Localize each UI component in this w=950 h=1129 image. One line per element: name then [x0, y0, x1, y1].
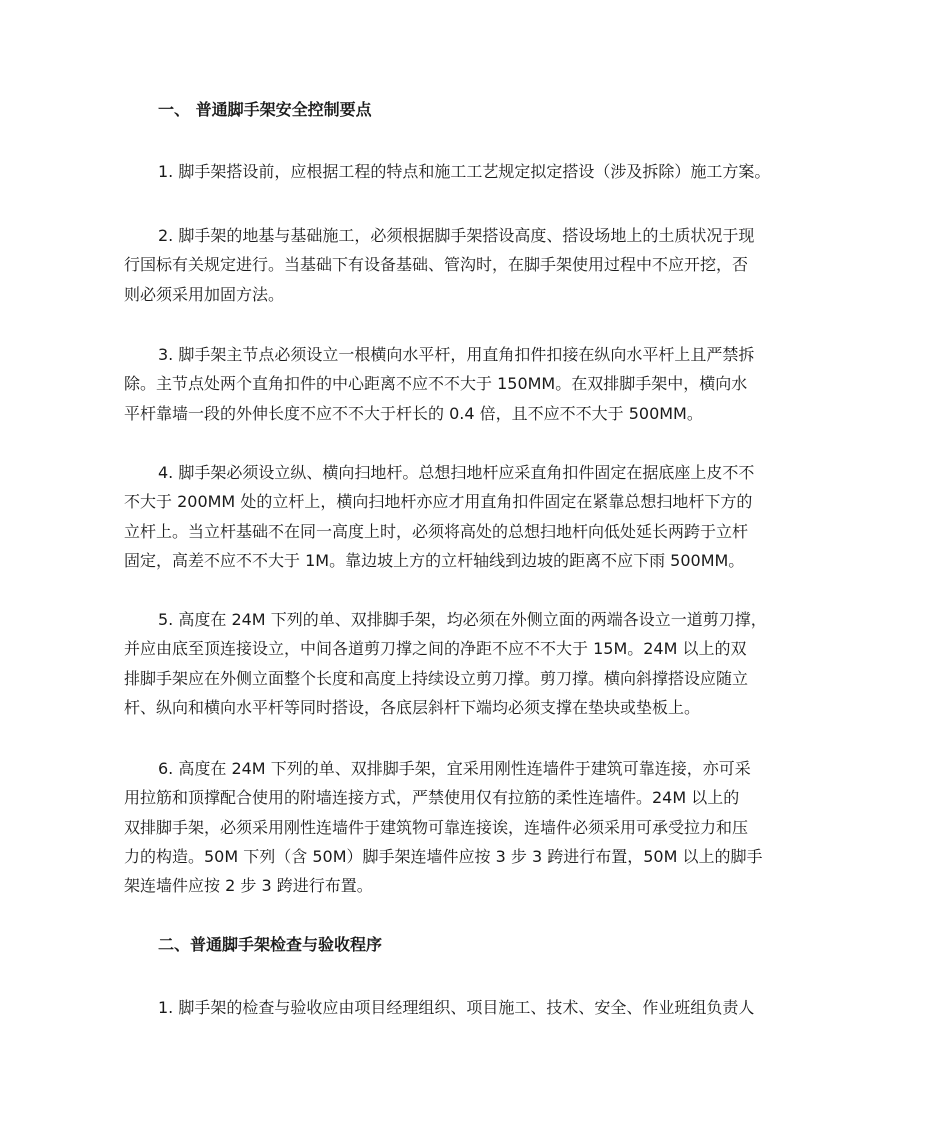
- section-1-item-3: [124, 340, 804, 428]
- paragraph-line: 平杆靠墙一段的外伸长度不应不不大于杆长的 0.4 倍，且不应不不大于 500MM。: [124, 403, 703, 423]
- paragraph-line: 5. 高度在 24M 下列的单、双排脚手架，均必须在外侧立面的两端各设立一道剪刀撑，: [158, 610, 767, 629]
- section-1-item-6: [124, 754, 804, 900]
- section-1-item-4: [124, 458, 804, 575]
- paragraph-line: 6. 高度在 24M 下列的单、双排脚手架，宜采用刚性连墙件于建筑可靠连接，亦可采: [158, 759, 751, 778]
- paragraph-line: 立杆上。当立杆基础不在同一高度上时，必须将高处的总想扫地杆向低处延长两跨于立杆: [124, 521, 749, 541]
- section-1-item-2: [124, 221, 804, 309]
- paragraph-line: 用拉筋和顶撑配合使用的附墙连接方式，严禁使用仅有拉筋的柔性连墙件。24M 以上的: [124, 788, 740, 808]
- paragraph-line: 3. 脚手架主节点必须设立一根横向水平杆，用直角扣件扣接在纵向水平杆上且严禁拆: [158, 345, 755, 364]
- section-2-item-1: [158, 993, 838, 1022]
- paragraph-line: 4. 脚手架必须设立纵、横向扫地杆。总想扫地杆应采直角扣件固定在据底座上皮不不: [158, 463, 755, 482]
- section-2-heading: 二、普通脚手架检查与验收程序: [158, 935, 383, 954]
- section-1-item-5: [124, 605, 804, 722]
- paragraph-line: 杆、纵向和横向水平杆等同时搭设，各底层斜杆下端均必须支撑在垫块或垫板上。: [124, 697, 701, 717]
- paragraph-line: 1. 脚手架搭设前，应根据工程的特点和施工工艺规定拟定搭设（涉及拆除）施工方案。: [158, 162, 771, 181]
- paragraph-line: 则必须采用加固方法。: [124, 284, 285, 304]
- paragraph-line: 架连墙件应按 2 步 3 跨进行布置。: [124, 876, 373, 896]
- paragraph-line: 双排脚手架，必须采用刚性连墙件于建筑物可靠连接诶，连墙件必须采用可承受拉力和压: [124, 817, 749, 837]
- paragraph-line: 行国标有关规定进行。当基础下有设备基础、管沟时，在脚手架使用过程中不应开挖，否: [124, 255, 749, 275]
- paragraph-line: 不大于 200MM 处的立杆上，横向扫地杆亦应才用直角扣件固定在紧靠总想扫地杆下方的: [124, 492, 753, 512]
- paragraph-line: 排脚手架应在外侧立面整个长度和高度上持续设立剪刀撑。剪刀撑。横向斜撑搭设应随立: [124, 668, 749, 688]
- paragraph-line: 1. 脚手架的检查与验收应由项目经理组织、项目施工、技术、安全、作业班组负责人: [158, 998, 755, 1017]
- paragraph-line: 并应由底至顶连接设立，中间各道剪刀撑之间的净距不应不不大于 15M。24M 以上的双: [124, 639, 747, 659]
- section-1-item-1: [158, 157, 838, 186]
- paragraph-line: 除。主节点处两个直角扣件的中心距离不应不不大于 150MM。在双排脚手架中，横向水: [124, 374, 748, 394]
- section-1-heading: 一、 普通脚手架安全控制要点: [158, 100, 372, 119]
- paragraph-line: 力的构造。50M 下列（含 50M）脚手架连墙件应按 3 步 3 跨进行布置，50M 以上的脚手: [124, 846, 763, 866]
- paragraph-line: 固定，高差不应不不大于 1M。靠边坡上方的立杆轴线到边坡的距离不应下雨 500MM。: [124, 550, 745, 570]
- paragraph-line: 2. 脚手架的地基与基础施工，必须根据脚手架搭设高度、搭设场地上的土质状况于现: [158, 226, 755, 245]
